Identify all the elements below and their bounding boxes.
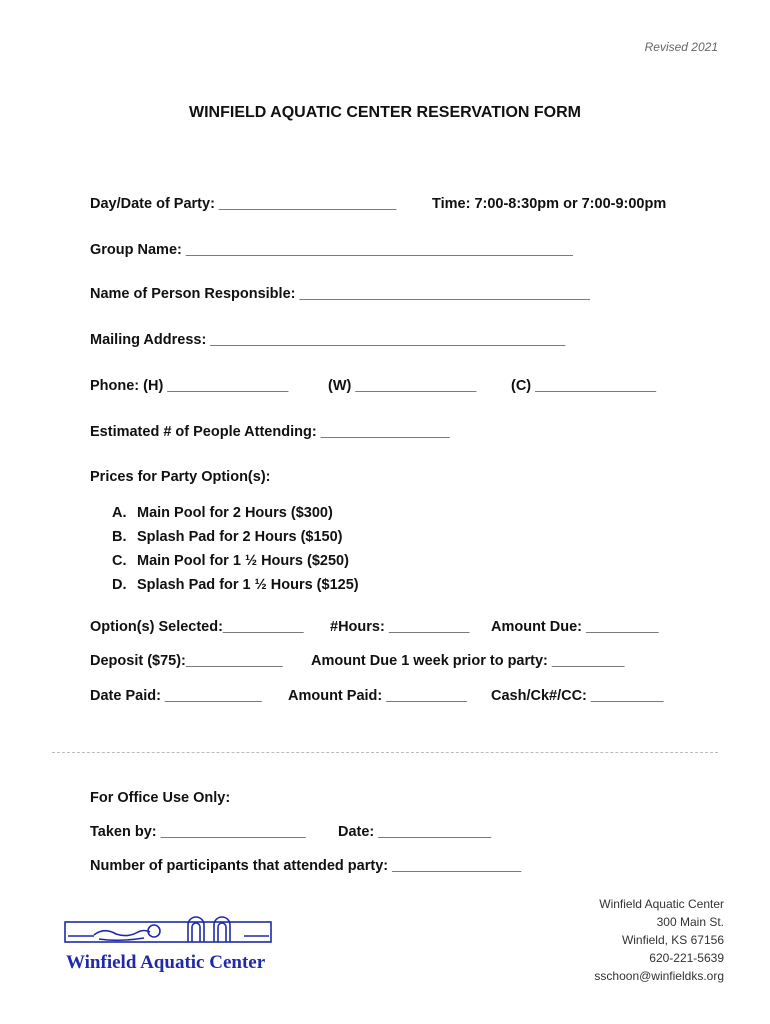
cut-line-divider — [52, 752, 718, 753]
address-line: Winfield Aquatic Center — [599, 897, 724, 911]
address-line: 620-221-5639 — [649, 951, 724, 965]
option-text: Splash Pad for 1 ½ Hours ($125) — [137, 577, 359, 593]
option-letter: C. — [112, 553, 127, 569]
address-line: sschoon@winfieldks.org — [594, 969, 724, 983]
option-item — [112, 551, 359, 575]
date-paid-field[interactable]: Date Paid: ____________ — [90, 688, 262, 704]
option-letter: A. — [112, 505, 127, 521]
options-selected-field[interactable]: Option(s) Selected:__________ — [90, 619, 304, 635]
hours-field[interactable]: #Hours: __________ — [330, 619, 470, 635]
option-text: Main Pool for 2 Hours ($300) — [137, 505, 333, 521]
time-label: Time: 7:00-8:30pm or 7:00-9:00pm — [432, 196, 667, 212]
estimated-people-field[interactable]: Estimated # of People Attending: ________________ — [90, 424, 450, 440]
option-item — [112, 575, 359, 599]
taken-by-field[interactable]: Taken by: __________________ — [90, 824, 306, 840]
phone-home-field[interactable]: Phone: (H) _______________ — [90, 378, 289, 394]
party-options-list — [112, 503, 359, 599]
option-item — [112, 503, 359, 527]
swimmer-logo-icon — [64, 912, 276, 978]
group-name-field[interactable]: Group Name: ________________________________________________ — [90, 242, 573, 258]
amount-due-field[interactable]: Amount Due: _________ — [491, 619, 659, 635]
address-line: Winfield, KS 67156 — [621, 933, 724, 947]
option-letter: D. — [112, 577, 127, 593]
office-use-heading: For Office Use Only: — [90, 790, 231, 806]
amount-paid-field[interactable]: Amount Paid: __________ — [288, 688, 467, 704]
option-letter: B. — [112, 529, 127, 545]
address-line: 300 Main St. — [656, 915, 724, 929]
amount-due-prior-field[interactable]: Amount Due 1 week prior to party: _________ — [311, 653, 625, 669]
office-date-field[interactable]: Date: ______________ — [338, 824, 492, 840]
payment-method-field[interactable]: Cash/Ck#/CC: _________ — [491, 688, 664, 704]
phone-cell-field[interactable]: (C) _______________ — [511, 378, 657, 394]
aquatic-center-logo — [64, 912, 276, 983]
person-responsible-field[interactable]: Name of Person Responsible: ____________________________________ — [90, 286, 590, 302]
deposit-field[interactable]: Deposit ($75):____________ — [90, 653, 283, 669]
participants-field[interactable]: Number of participants that attended party: ________________ — [90, 858, 522, 874]
day-date-field[interactable]: Day/Date of Party: ______________________ — [90, 196, 397, 212]
logo-text: Winfield Aquatic Center — [66, 952, 266, 973]
phone-work-field[interactable]: (W) _______________ — [328, 378, 477, 394]
form-title: WINFIELD AQUATIC CENTER RESERVATION FORM — [189, 104, 581, 121]
revised-date: Revised 2021 — [644, 40, 718, 54]
mailing-address-field[interactable]: Mailing Address: ____________________________________________ — [90, 332, 566, 348]
center-address — [594, 895, 724, 985]
option-item — [112, 527, 359, 551]
prices-heading: Prices for Party Option(s): — [90, 469, 271, 485]
option-text: Main Pool for 1 ½ Hours ($250) — [137, 553, 349, 569]
option-text: Splash Pad for 2 Hours ($150) — [137, 529, 343, 545]
